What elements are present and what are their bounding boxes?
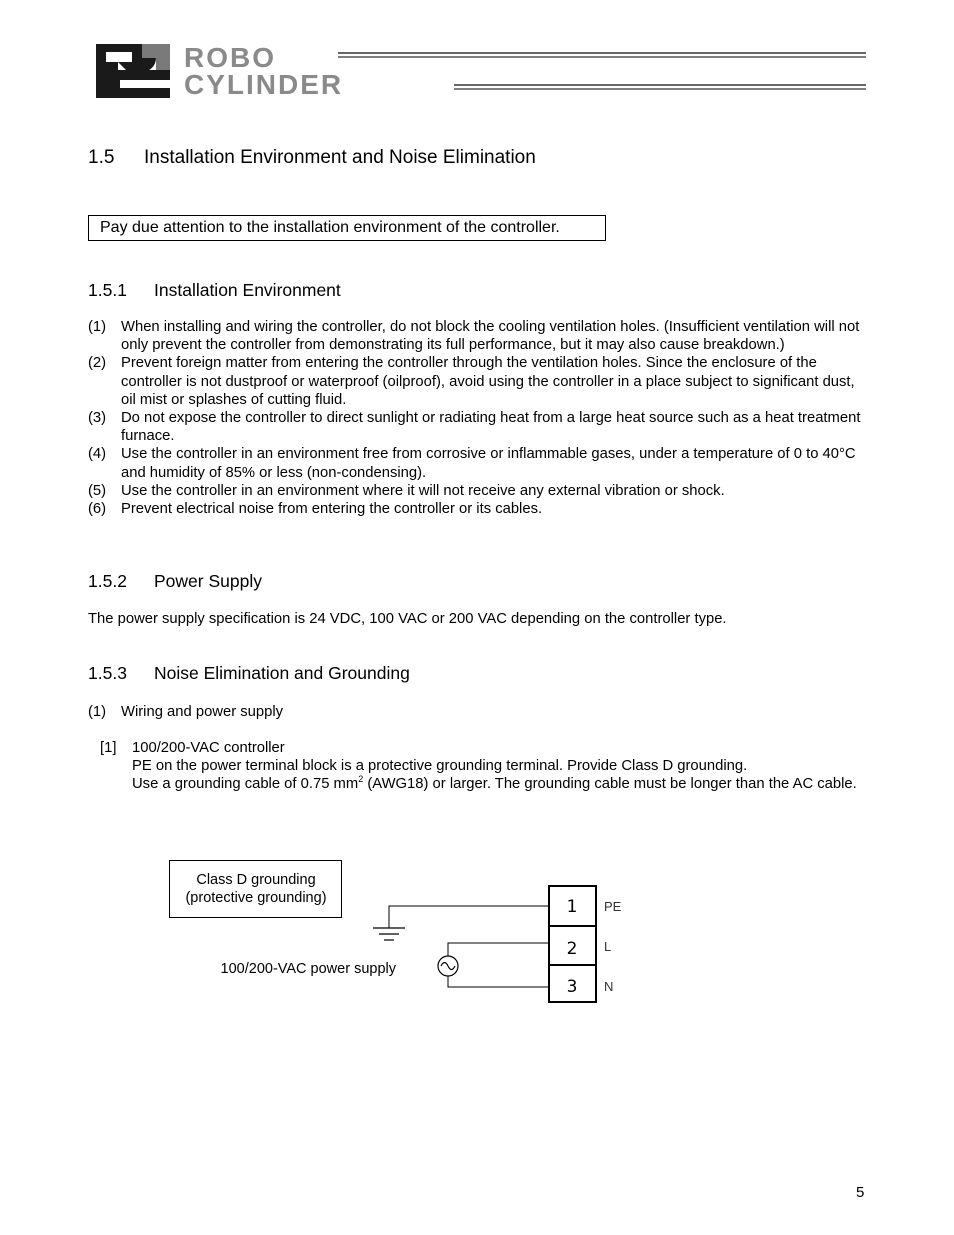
noise-number: 1.5.3 (88, 663, 127, 683)
sub-item-line2-part1: Use a grounding cable of 0.75 mm (132, 776, 359, 792)
section-title: Installation Environment and Noise Elimination (144, 147, 536, 168)
list-item (88, 318, 863, 354)
list-item (88, 500, 863, 518)
list-item-text: Wiring and power supply (121, 704, 284, 720)
sub-item-row (100, 739, 860, 793)
list-item (88, 703, 863, 721)
grounding-label-line1: Class D grounding (196, 872, 316, 888)
env-list (88, 318, 863, 518)
noise-list (88, 703, 863, 721)
logo-text-robo: ROBO (184, 42, 276, 73)
terminal-number-1: 1 (566, 897, 578, 917)
noise-title: Noise Elimination and Grounding (154, 663, 410, 683)
grounding-label-box (170, 861, 342, 918)
terminal-label-l: L (604, 939, 612, 954)
list-item (88, 354, 863, 409)
terminal-label-pe: PE (604, 899, 622, 914)
sub-item-line2 (132, 775, 860, 793)
terminal-number-3: 3 (566, 977, 578, 997)
power-number: 1.5.2 (88, 571, 127, 591)
superscript: 2 (358, 774, 364, 785)
neutral-wire (448, 976, 549, 987)
list-item (88, 482, 863, 500)
list-item (88, 409, 863, 445)
pe-ground-wire (389, 906, 549, 928)
list-item-text: When installing and wiring the controller, do not block the cooling ventilation holes. (Insufficient ventilation will not only prevent the controller from demonstrating its full performance, but it may also cause breakdown.) (121, 319, 860, 354)
list-item-number: (6) (88, 501, 107, 518)
list-item-text: Use the controller in an environment where it will not receive any external vibration or shock. (121, 482, 725, 499)
list-item-number: (3) (88, 410, 107, 427)
list-item-text: Use the controller in an environment free from corrosive or inflammable gases, under a temperature of 0 to 40°C and humidity of 85% or less (non-condensing). (121, 446, 856, 481)
sub-item-line2-part2: (AWG18) or larger. The grounding cable must be longer than the AC cable. (363, 776, 857, 792)
section-number: 1.5 (88, 147, 115, 168)
list-item-number: (4) (88, 446, 107, 463)
power-supply-label: 100/200-VAC power supply (220, 961, 396, 977)
sub-item-number: [1] (100, 740, 117, 756)
grounding-label-line2: (protective grounding) (185, 890, 327, 906)
list-item (88, 445, 863, 481)
env-title: Installation Environment (154, 280, 341, 300)
noise-heading (88, 663, 410, 684)
page-number: 5 (856, 1184, 865, 1201)
list-item-text: Prevent foreign matter from entering the controller through the ventilation holes. Since the enclosure of the controller is not dustproof or waterproof (oilproof), avoid using the controller in a place subject to significant dust, oil mist or splashes of cutting fluid. (121, 355, 855, 408)
env-heading (88, 280, 341, 301)
list-item-number: (2) (88, 355, 107, 372)
wiring-diagram (160, 850, 640, 1020)
list-item-number: (1) (88, 319, 107, 335)
terminal-number-2: 2 (566, 939, 578, 959)
notice-box: Pay due attention to the installation environment of the controller. (88, 215, 606, 241)
list-item-text: Prevent electrical noise from entering the controller or its cables. (121, 501, 543, 518)
ground-symbol-icon (373, 928, 405, 940)
ac-source-icon (438, 956, 458, 976)
list-item-text: Do not expose the controller to direct sunlight or radiating heat from a large heat source such as a heat treatment furnace. (121, 410, 861, 445)
power-title: Power Supply (154, 571, 262, 591)
sub-item-line1: PE on the power terminal block is a protective grounding terminal. Provide Class D grounding. (132, 758, 748, 774)
power-heading (88, 571, 262, 592)
power-text: The power supply specification is 24 VDC, 100 VAC or 200 VAC depending on the controller type. (88, 611, 727, 627)
live-wire (448, 943, 549, 956)
list-item-number: (1) (88, 704, 107, 720)
terminal-label-n: N (604, 979, 614, 994)
rc-monogram-icon (96, 44, 170, 98)
sub-item-title: 100/200-VAC controller (132, 740, 285, 756)
sub-item (100, 739, 860, 793)
env-number: 1.5.1 (88, 280, 127, 300)
robo-cylinder-logo (92, 40, 868, 100)
section-heading (88, 147, 536, 169)
logo-text-cylinder: CYLINDER (184, 69, 344, 100)
list-item-number: (5) (88, 482, 107, 499)
